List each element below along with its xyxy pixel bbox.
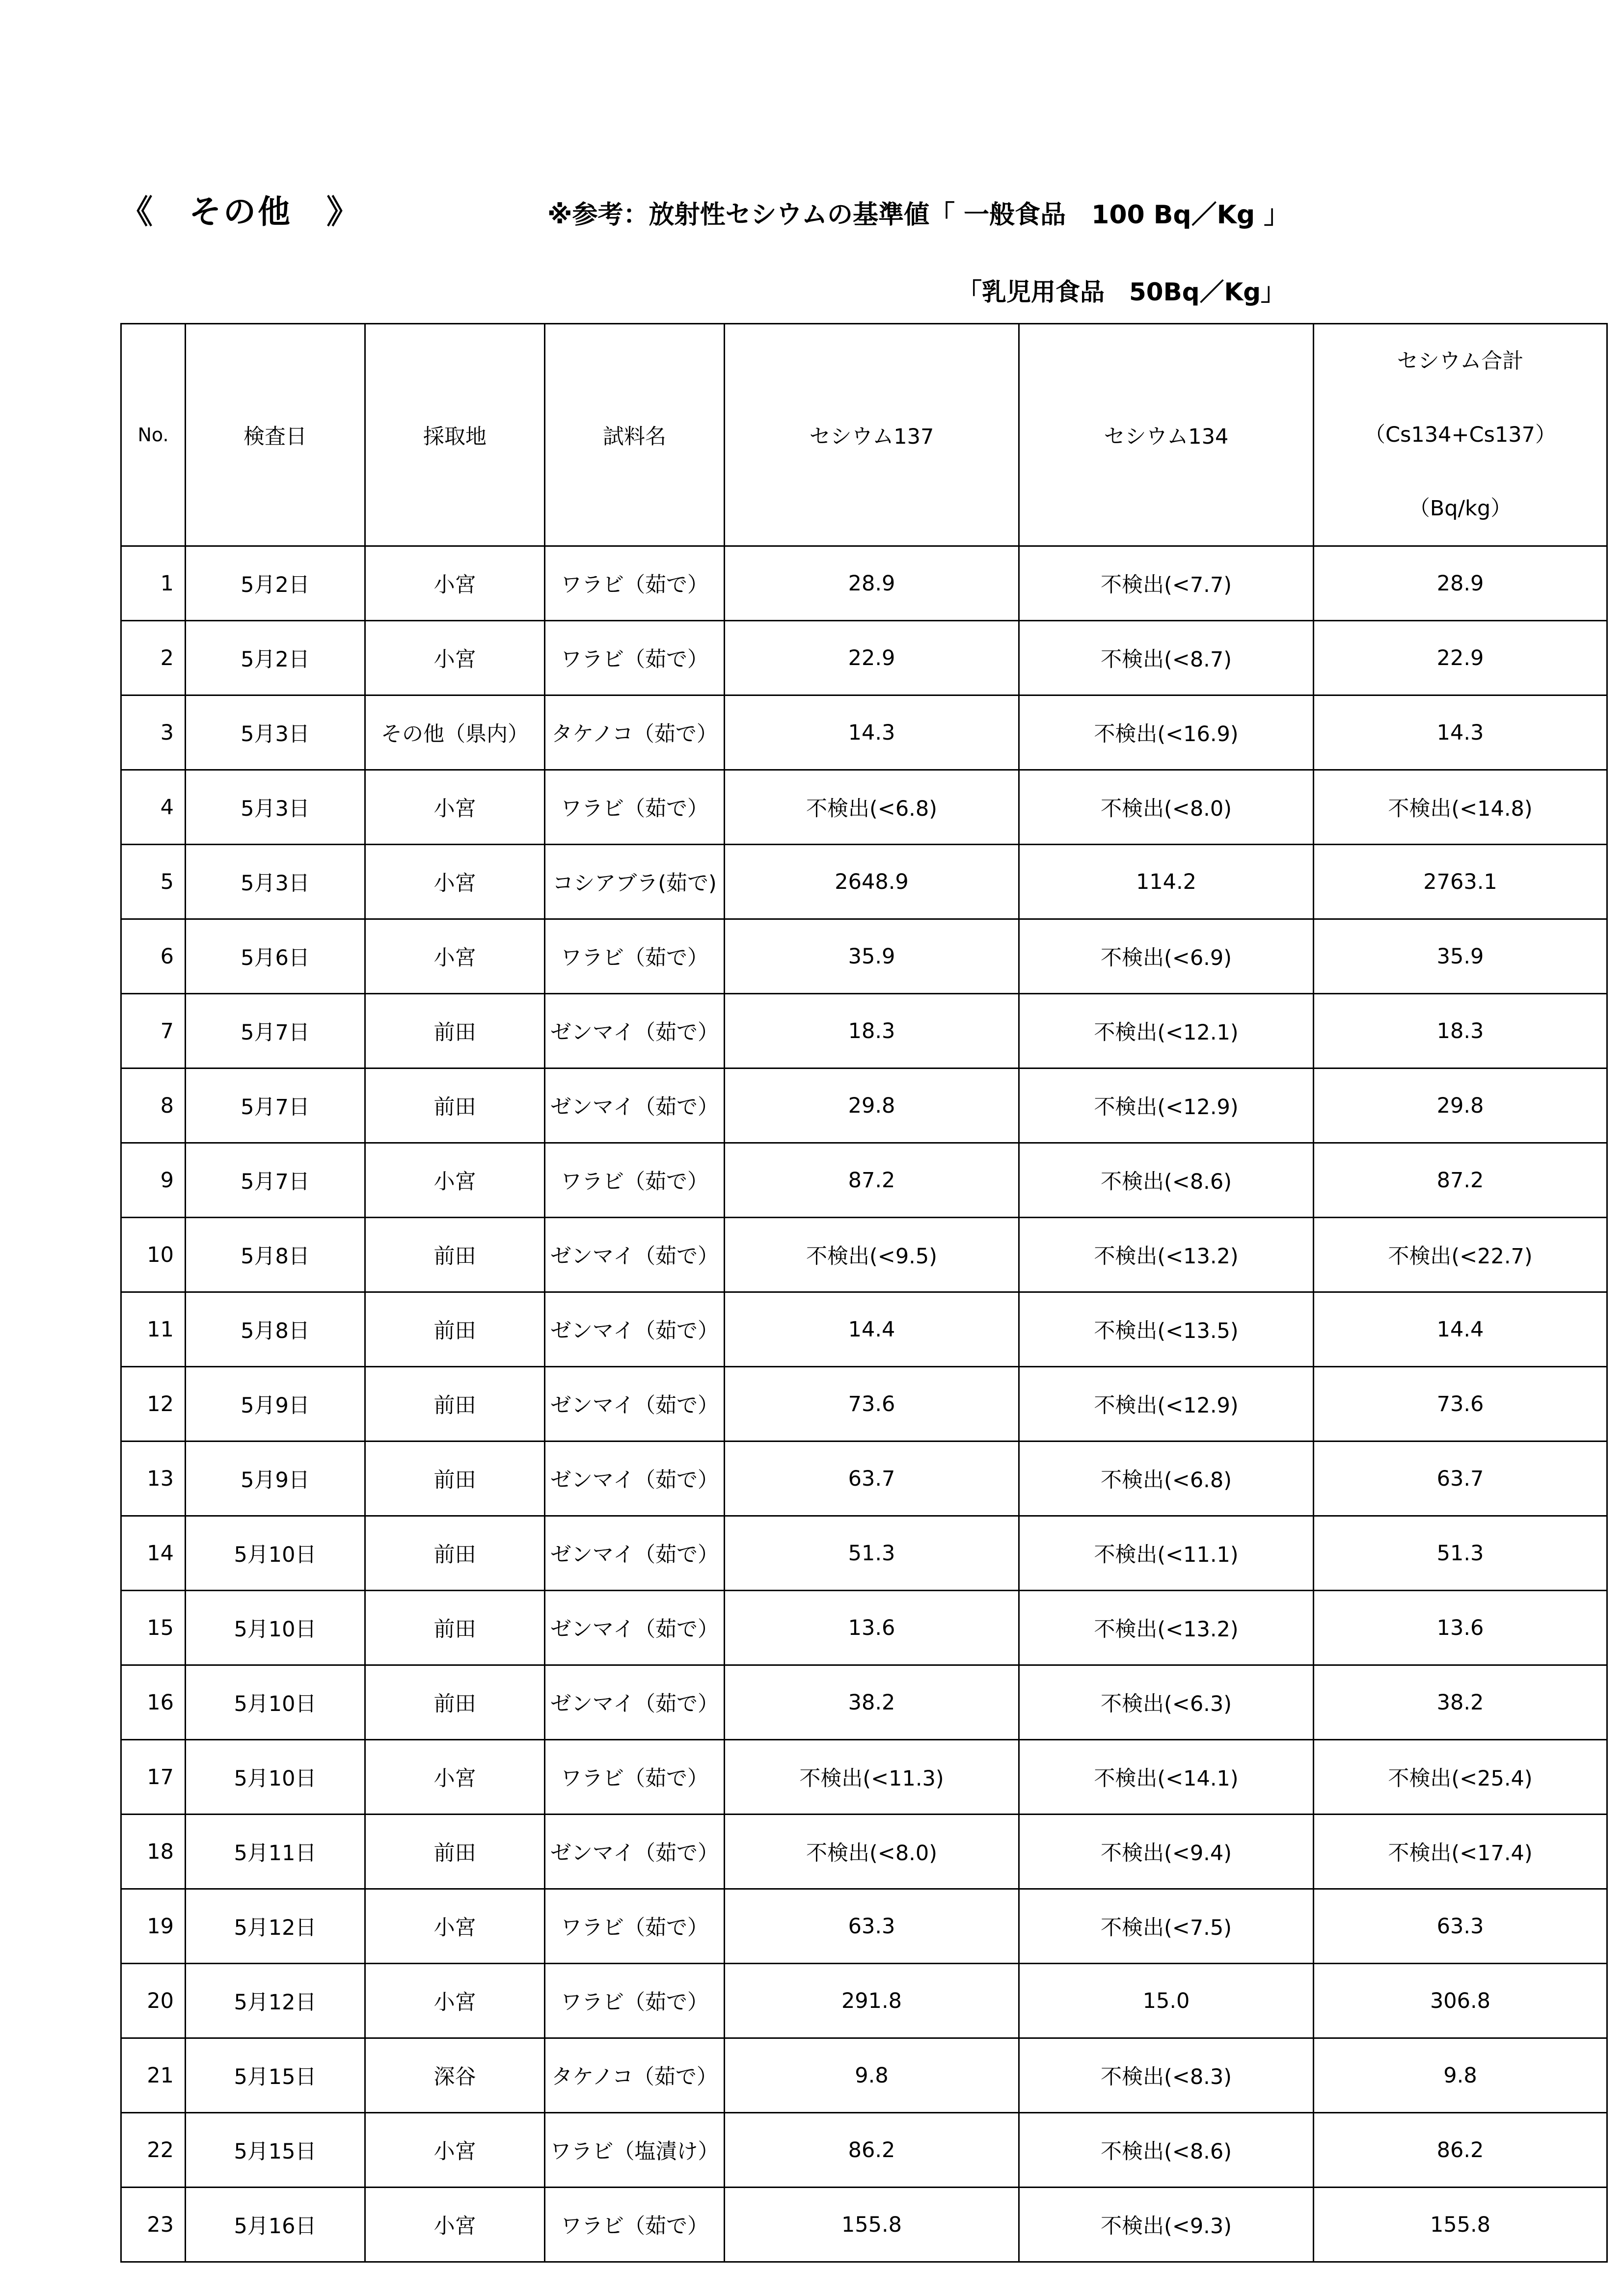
header-sample: 試料名 (545, 324, 725, 546)
cell-location: 前田 (365, 1665, 545, 1740)
cell-sample: ワラビ（茹で） (545, 621, 725, 695)
cell-total: 18.3 (1314, 994, 1607, 1068)
cell-cs137: 155.8 (725, 2188, 1019, 2262)
cell-date: 5月7日 (186, 1068, 365, 1143)
cell-no: 12 (121, 1367, 186, 1442)
cell-sample: ワラビ（茹で） (545, 2188, 725, 2262)
header-location: 採取地 (365, 324, 545, 546)
cell-total: 73.6 (1314, 1367, 1607, 1442)
cell-cs137: 28.9 (725, 546, 1019, 621)
cell-total: 51.3 (1314, 1516, 1607, 1591)
cell-sample: コシアブラ(茹で) (545, 845, 725, 919)
cell-cs134: 不検出(<14.1) (1019, 1740, 1314, 1815)
header-cs134: セシウム134 (1019, 324, 1314, 546)
cell-no: 17 (121, 1740, 186, 1815)
cell-location: 小宮 (365, 1889, 545, 1964)
cell-no: 14 (121, 1516, 186, 1591)
cell-no: 22 (121, 2113, 186, 2188)
cell-no: 4 (121, 770, 186, 845)
cell-cs137: 不検出(<11.3) (725, 1740, 1019, 1815)
cell-cs134: 不検出(<6.3) (1019, 1665, 1314, 1740)
cell-cs134: 15.0 (1019, 1964, 1314, 2038)
page-title: 《 その他 》 (120, 193, 361, 231)
cell-date: 5月10日 (186, 1516, 365, 1591)
cell-date: 5月6日 (186, 919, 365, 994)
cell-cs134: 不検出(<9.4) (1019, 1815, 1314, 1889)
reference-general-food: ※参考：放射性セシウムの基準値「 一般食品 100 Bq／Kg 」 (547, 200, 1290, 230)
cell-location: 前田 (365, 1815, 545, 1889)
table-row (121, 1516, 1607, 1591)
header-total-line3: （Bq/kg） (1408, 496, 1512, 521)
cell-location: 小宮 (365, 1964, 545, 2038)
cell-cs137: 14.4 (725, 1292, 1019, 1367)
cell-location: 小宮 (365, 1143, 545, 1218)
cell-cs134: 114.2 (1019, 845, 1314, 919)
cell-total: 63.7 (1314, 1442, 1607, 1516)
cell-no: 18 (121, 1815, 186, 1889)
header-cs137: セシウム137 (725, 324, 1019, 546)
cell-sample: タケノコ（茹で） (545, 2038, 725, 2113)
cell-no: 23 (121, 2188, 186, 2262)
table-row (121, 1964, 1607, 2038)
cell-date: 5月9日 (186, 1367, 365, 1442)
cell-cs134: 不検出(<8.6) (1019, 2113, 1314, 2188)
header-total-line2: （Cs134+Cs137） (1364, 423, 1557, 447)
cell-sample: タケノコ（茹で） (545, 695, 725, 770)
table-row (121, 2113, 1607, 2188)
cell-no: 16 (121, 1665, 186, 1740)
table-row (121, 994, 1607, 1068)
table-row (121, 695, 1607, 770)
cell-total: 2763.1 (1314, 845, 1607, 919)
cell-location: 前田 (365, 1442, 545, 1516)
table-row (121, 546, 1607, 621)
cell-date: 5月10日 (186, 1591, 365, 1665)
cell-total: 不検出(<22.7) (1314, 1218, 1607, 1292)
table-row (121, 1068, 1607, 1143)
cell-total: 38.2 (1314, 1665, 1607, 1740)
table-row (121, 621, 1607, 695)
cell-no: 9 (121, 1143, 186, 1218)
cell-location: 前田 (365, 1516, 545, 1591)
cell-date: 5月10日 (186, 1740, 365, 1815)
cell-cs137: 13.6 (725, 1591, 1019, 1665)
cell-location: その他（県内） (365, 695, 545, 770)
cell-no: 10 (121, 1218, 186, 1292)
cell-date: 5月7日 (186, 1143, 365, 1218)
table-row (121, 2188, 1607, 2262)
cell-cs137: 14.3 (725, 695, 1019, 770)
cell-date: 5月3日 (186, 770, 365, 845)
cell-location: 小宮 (365, 621, 545, 695)
cell-sample: ゼンマイ（茹で） (545, 1367, 725, 1442)
cell-total: 63.3 (1314, 1889, 1607, 1964)
cell-cs134: 不検出(<12.1) (1019, 994, 1314, 1068)
cell-cs137: 不検出(<9.5) (725, 1218, 1019, 1292)
cell-cs137: 2648.9 (725, 845, 1019, 919)
cell-sample: ゼンマイ（茹で） (545, 1815, 725, 1889)
cell-total: 306.8 (1314, 1964, 1607, 2038)
cell-total: 35.9 (1314, 919, 1607, 994)
cell-cs137: 29.8 (725, 1068, 1019, 1143)
cell-sample: ワラビ（茹で） (545, 1964, 725, 2038)
cell-date: 5月2日 (186, 621, 365, 695)
cell-location: 小宮 (365, 770, 545, 845)
cell-total: 29.8 (1314, 1068, 1607, 1143)
table-row (121, 2038, 1607, 2113)
cell-cs134: 不検出(<7.7) (1019, 546, 1314, 621)
table-row (121, 1292, 1607, 1367)
table-header-row (121, 324, 1607, 546)
cell-total: 14.4 (1314, 1292, 1607, 1367)
cell-date: 5月8日 (186, 1292, 365, 1367)
cell-cs134: 不検出(<6.8) (1019, 1442, 1314, 1516)
cell-no: 13 (121, 1442, 186, 1516)
cell-cs137: 291.8 (725, 1964, 1019, 2038)
cell-location: 小宮 (365, 1740, 545, 1815)
cell-date: 5月2日 (186, 546, 365, 621)
cell-date: 5月7日 (186, 994, 365, 1068)
cell-location: 前田 (365, 994, 545, 1068)
table-row (121, 845, 1607, 919)
cell-no: 21 (121, 2038, 186, 2113)
header-date: 検査日 (186, 324, 365, 546)
cell-cs134: 不検出(<11.1) (1019, 1516, 1314, 1591)
cell-no: 20 (121, 1964, 186, 2038)
cell-total: 22.9 (1314, 621, 1607, 695)
cell-location: 前田 (365, 1591, 545, 1665)
cell-sample: ゼンマイ（茹で） (545, 1591, 725, 1665)
results-table (120, 323, 1608, 2263)
cell-cs137: 51.3 (725, 1516, 1019, 1591)
cell-location: 小宮 (365, 2188, 545, 2262)
table-row (121, 770, 1607, 845)
header-total (1314, 324, 1607, 546)
cell-date: 5月11日 (186, 1815, 365, 1889)
cell-no: 19 (121, 1889, 186, 1964)
cell-no: 5 (121, 845, 186, 919)
cell-date: 5月15日 (186, 2113, 365, 2188)
cell-total: 9.8 (1314, 2038, 1607, 2113)
cell-cs134: 不検出(<9.3) (1019, 2188, 1314, 2262)
cell-sample: ゼンマイ（茹で） (545, 1442, 725, 1516)
cell-cs137: 22.9 (725, 621, 1019, 695)
reference-infant-food: 「乳児用食品 50Bq／Kg」 (957, 278, 1286, 306)
cell-cs137: 38.2 (725, 1665, 1019, 1740)
cell-total: 155.8 (1314, 2188, 1607, 2262)
cell-cs134: 不検出(<7.5) (1019, 1889, 1314, 1964)
cell-date: 5月10日 (186, 1665, 365, 1740)
cell-location: 小宮 (365, 2113, 545, 2188)
cell-cs134: 不検出(<13.5) (1019, 1292, 1314, 1367)
cell-total: 不検出(<14.8) (1314, 770, 1607, 845)
cell-sample: ワラビ（茹で） (545, 1740, 725, 1815)
cell-date: 5月9日 (186, 1442, 365, 1516)
cell-sample: ワラビ（茹で） (545, 1143, 725, 1218)
cell-date: 5月16日 (186, 2188, 365, 2262)
cell-no: 7 (121, 994, 186, 1068)
cell-no: 6 (121, 919, 186, 994)
cell-location: 深谷 (365, 2038, 545, 2113)
cell-cs137: 73.6 (725, 1367, 1019, 1442)
cell-no: 15 (121, 1591, 186, 1665)
cell-cs134: 不検出(<8.6) (1019, 1143, 1314, 1218)
cell-sample: ゼンマイ（茹で） (545, 994, 725, 1068)
cell-cs134: 不検出(<13.2) (1019, 1591, 1314, 1665)
cell-sample: ワラビ（茹で） (545, 770, 725, 845)
cell-cs137: 87.2 (725, 1143, 1019, 1218)
cell-cs137: 不検出(<6.8) (725, 770, 1019, 845)
cell-location: 前田 (365, 1068, 545, 1143)
cell-date: 5月12日 (186, 1964, 365, 2038)
cell-cs137: 9.8 (725, 2038, 1019, 2113)
cell-location: 前田 (365, 1218, 545, 1292)
cell-cs137: 不検出(<8.0) (725, 1815, 1019, 1889)
cell-date: 5月3日 (186, 845, 365, 919)
cell-location: 小宮 (365, 845, 545, 919)
cell-cs137: 18.3 (725, 994, 1019, 1068)
table-row (121, 1591, 1607, 1665)
table-row (121, 919, 1607, 994)
cell-sample: ワラビ（茹で） (545, 546, 725, 621)
cell-sample: ゼンマイ（茹で） (545, 1516, 725, 1591)
cell-cs134: 不検出(<16.9) (1019, 695, 1314, 770)
cell-cs134: 不検出(<8.3) (1019, 2038, 1314, 2113)
cell-no: 8 (121, 1068, 186, 1143)
cell-total: 28.9 (1314, 546, 1607, 621)
cell-location: 小宮 (365, 546, 545, 621)
cell-sample: ワラビ（塩漬け） (545, 2113, 725, 2188)
cell-total: 87.2 (1314, 1143, 1607, 1218)
cell-location: 小宮 (365, 919, 545, 994)
table-row (121, 1665, 1607, 1740)
cell-date: 5月8日 (186, 1218, 365, 1292)
cell-location: 前田 (365, 1367, 545, 1442)
header-no: No. (121, 324, 186, 546)
table-row (121, 1815, 1607, 1889)
cell-no: 11 (121, 1292, 186, 1367)
cell-no: 2 (121, 621, 186, 695)
cell-sample: ゼンマイ（茹で） (545, 1218, 725, 1292)
cell-sample: ワラビ（茹で） (545, 1889, 725, 1964)
table-row (121, 1143, 1607, 1218)
cell-sample: ゼンマイ（茹で） (545, 1665, 725, 1740)
cell-sample: ゼンマイ（茹で） (545, 1068, 725, 1143)
table-row (121, 1740, 1607, 1815)
table-row (121, 1218, 1607, 1292)
cell-no: 3 (121, 695, 186, 770)
cell-total: 86.2 (1314, 2113, 1607, 2188)
table-row (121, 1442, 1607, 1516)
cell-cs134: 不検出(<13.2) (1019, 1218, 1314, 1292)
cell-date: 5月3日 (186, 695, 365, 770)
cell-no: 1 (121, 546, 186, 621)
cell-total: 不検出(<25.4) (1314, 1740, 1607, 1815)
cell-cs134: 不検出(<12.9) (1019, 1068, 1314, 1143)
cell-total: 不検出(<17.4) (1314, 1815, 1607, 1889)
header-total-line1: セシウム合計 (1397, 349, 1524, 374)
cell-cs137: 35.9 (725, 919, 1019, 994)
cell-cs134: 不検出(<6.9) (1019, 919, 1314, 994)
cell-total: 13.6 (1314, 1591, 1607, 1665)
cell-cs137: 63.7 (725, 1442, 1019, 1516)
cell-date: 5月15日 (186, 2038, 365, 2113)
table-row (121, 1367, 1607, 1442)
cell-cs137: 63.3 (725, 1889, 1019, 1964)
cell-location: 前田 (365, 1292, 545, 1367)
cell-cs137: 86.2 (725, 2113, 1019, 2188)
cell-cs134: 不検出(<8.0) (1019, 770, 1314, 845)
cell-sample: ゼンマイ（茹で） (545, 1292, 725, 1367)
cell-cs134: 不検出(<12.9) (1019, 1367, 1314, 1442)
cell-sample: ワラビ（茹で） (545, 919, 725, 994)
cell-total: 14.3 (1314, 695, 1607, 770)
cell-cs134: 不検出(<8.7) (1019, 621, 1314, 695)
cell-date: 5月12日 (186, 1889, 365, 1964)
table-row (121, 1889, 1607, 1964)
